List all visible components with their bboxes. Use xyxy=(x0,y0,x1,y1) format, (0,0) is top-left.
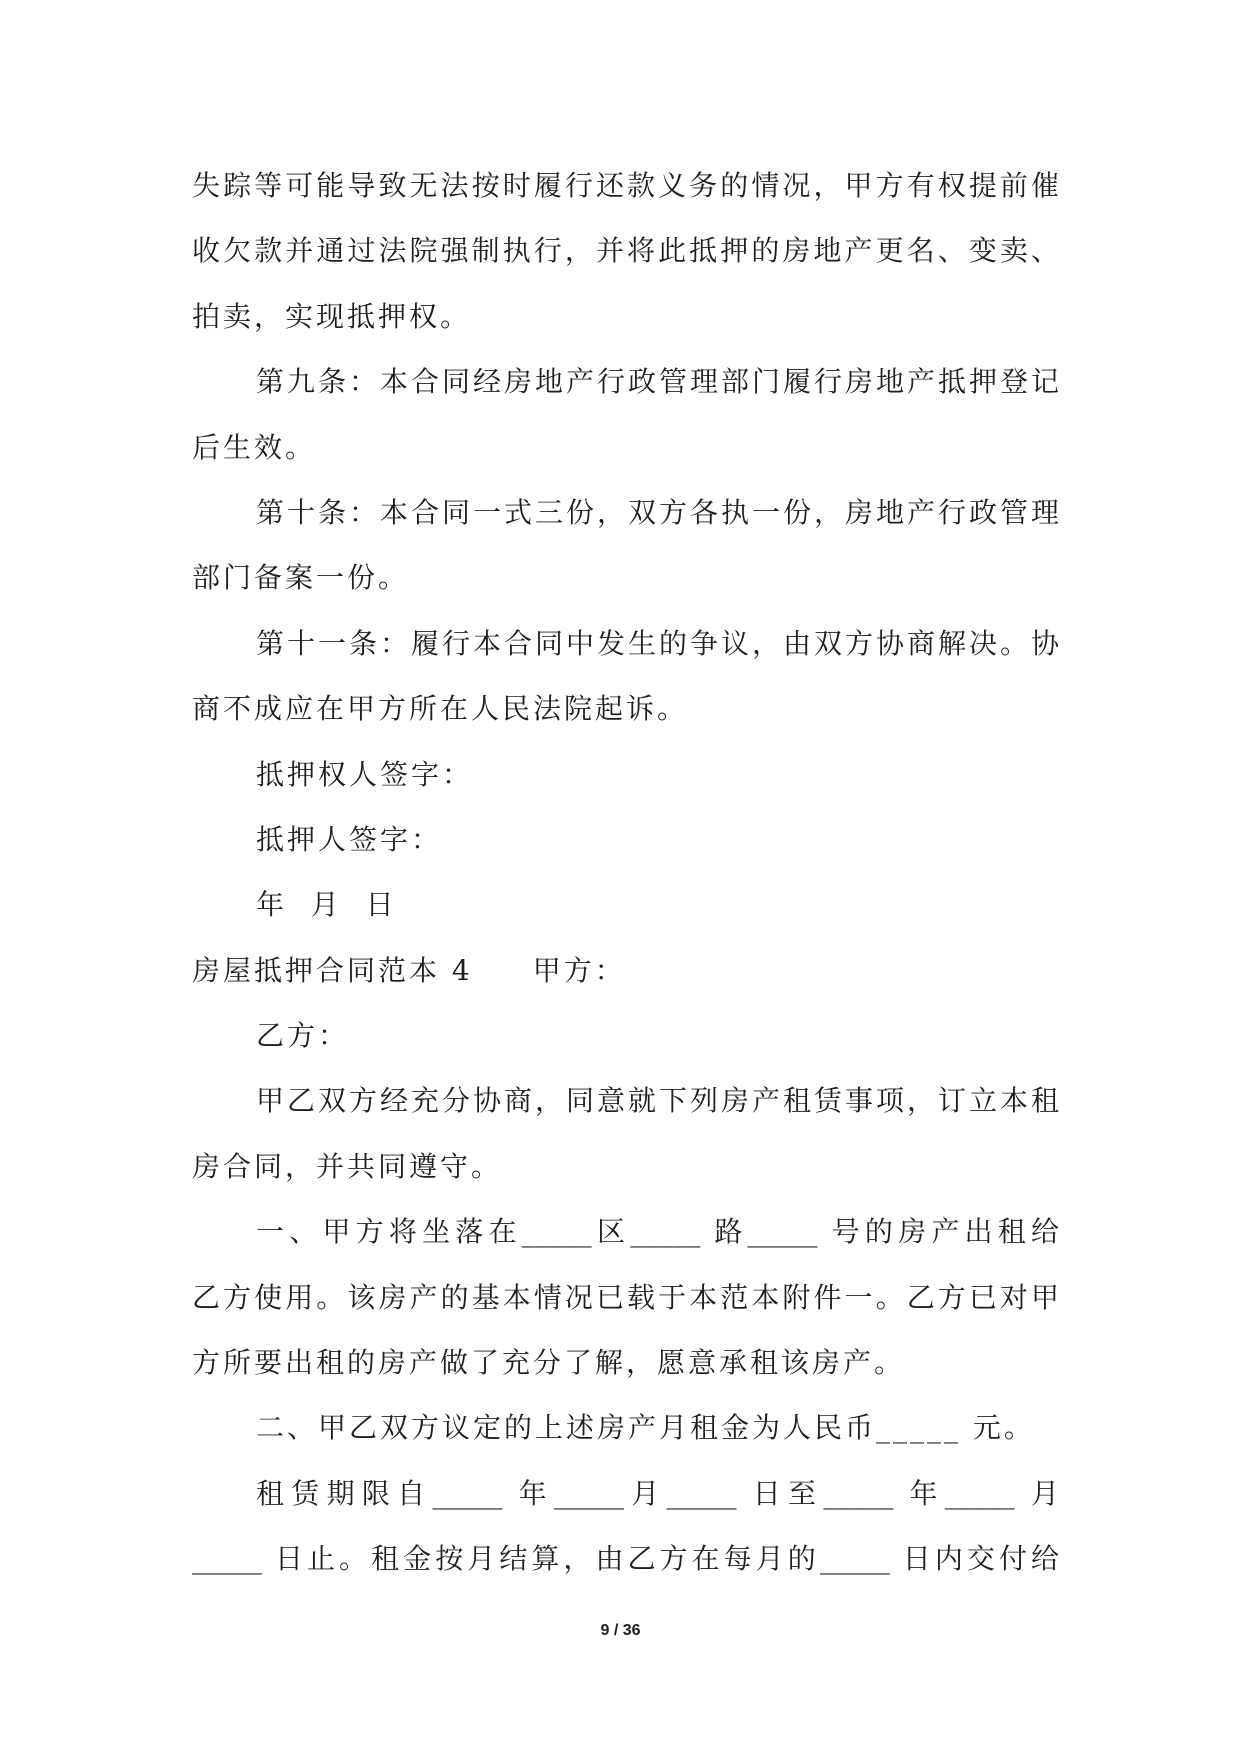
clause-11-line-1: 第十一条：履行本合同中发生的争议，由双方协商解决。协 xyxy=(256,626,1059,660)
previous-clause-line-3: 拍卖，实现抵押权。 xyxy=(192,299,472,333)
clause-9-line-2: 后生效。 xyxy=(192,430,317,464)
clause-10-line-1: 第十条：本合同一式三份，双方各执一份，房地产行政管理 xyxy=(256,495,1059,529)
clause-10-line-2: 部门备案一份。 xyxy=(192,561,410,595)
party-a-label: 甲方： xyxy=(532,953,626,987)
clause-9-line-1: 第九条：本合同经房地产行政管理部门履行房地产抵押登记 xyxy=(256,365,1059,399)
article-2-line-1: 二、甲乙双方议定的上述房产月租金为人民币_____ 元。 xyxy=(256,1411,1035,1445)
clause-11-line-2: 商不成应在甲方所在人民法院起诉。 xyxy=(192,692,689,726)
signature-date-line: 年 月 日 xyxy=(256,888,397,922)
contract-heading-line xyxy=(192,938,1059,1003)
lease-term-line-1: 租赁期限自_____ 年_____月_____ 日至_____ 年_____ 月 xyxy=(256,1476,1059,1510)
article-1-line-3: 方所要出租的房产做了充分了解，愿意承租该房产。 xyxy=(192,1346,906,1380)
mortgagee-signature-label: 抵押权人签字： xyxy=(256,757,474,791)
mortgagor-signature-label: 抵押人签字： xyxy=(256,822,443,856)
preamble-line-1: 甲乙双方经充分协商，同意就下列房产租赁事项，订立本租 xyxy=(256,1084,1059,1118)
article-1-line-2: 乙方使用。该房产的基本情况已载于本范本附件一。乙方已对甲 xyxy=(192,1280,1059,1314)
previous-clause-line-1: 失踪等可能导致无法按时履行还款义务的情况，甲方有权提前催 xyxy=(192,169,1059,202)
preamble-line-2: 房合同，并共同遵守。 xyxy=(192,1149,503,1183)
page-number: 9 / 36 xyxy=(600,1622,641,1639)
party-b-label: 乙方： xyxy=(256,1019,350,1053)
previous-clause-line-2: 收欠款并通过法院强制执行，并将此抵押的房地产更名、变卖、 xyxy=(192,234,1059,268)
document-body xyxy=(192,153,1059,1592)
article-1-line-1: 一、甲方将坐落在_____区_____ 路_____ 号的房产出租给 xyxy=(256,1215,1059,1249)
contract-title: 房屋抵押合同范本 4 xyxy=(192,953,473,987)
lease-term-line-2: _____ 日止。租金按月结算，由乙方在每月的_____ 日内交付给 xyxy=(192,1542,1059,1576)
